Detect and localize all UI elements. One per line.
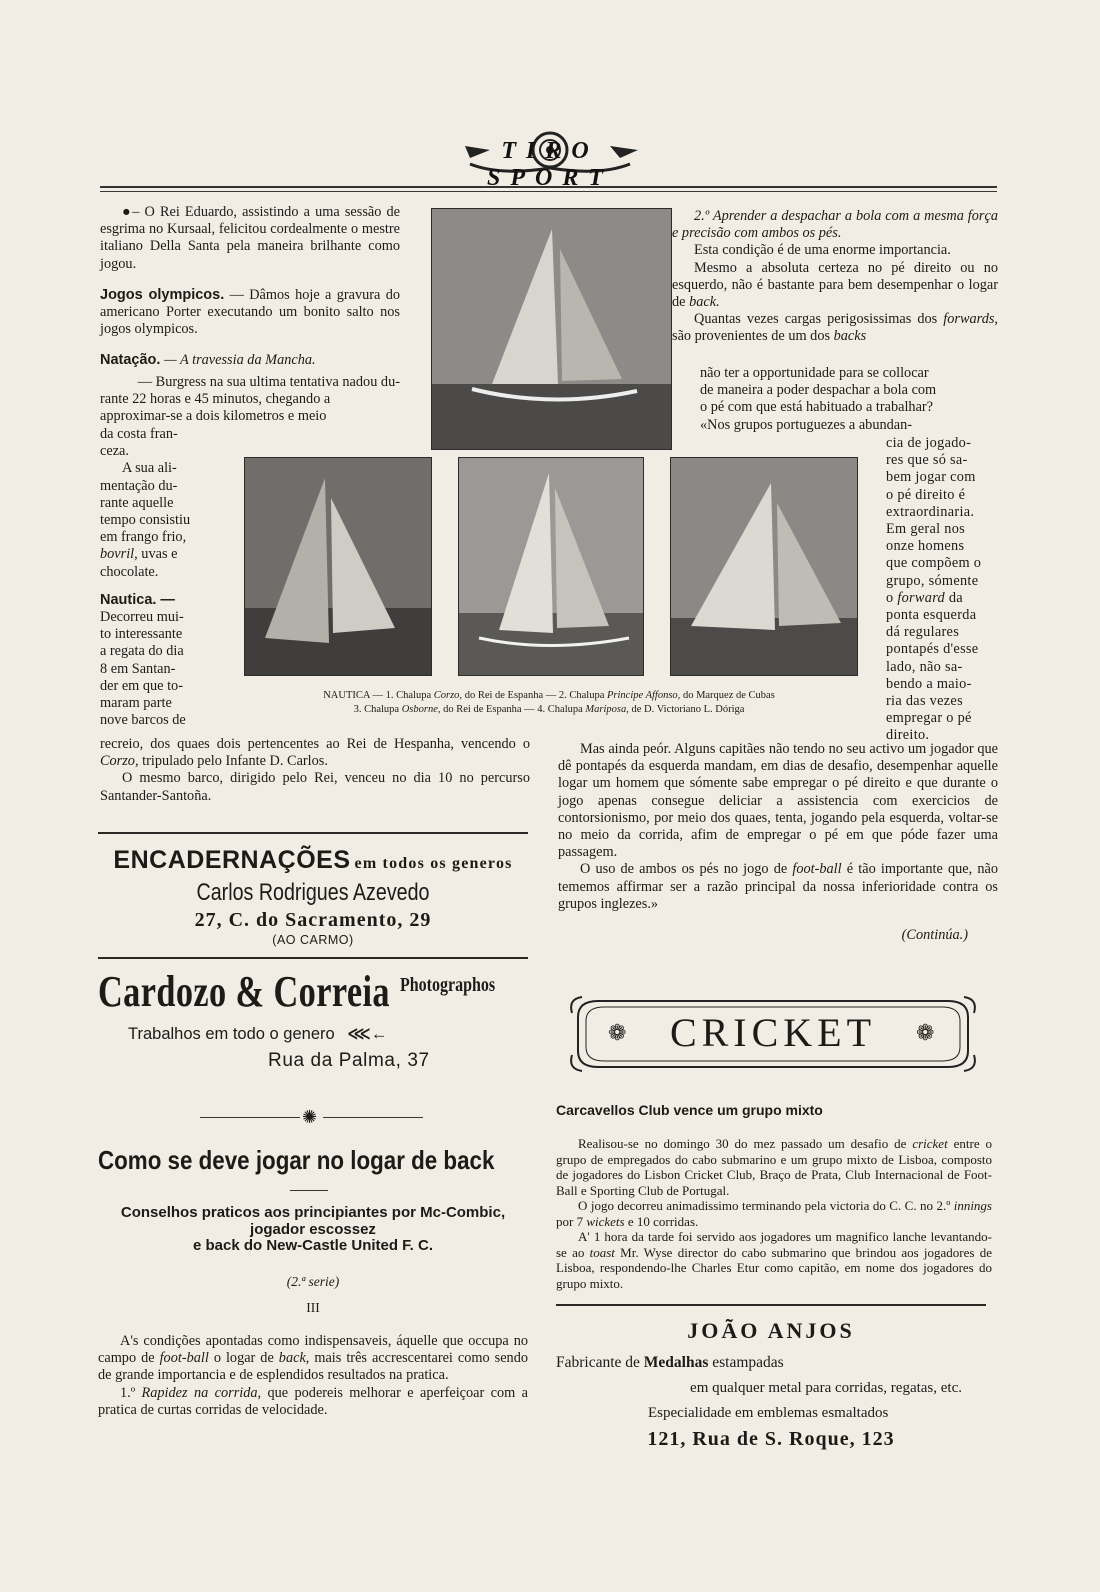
col3-p4-rest: não ter a opportunidade para se collocar de maneira a poder despachar a bola com o pé com que está habituado a trabalhar? «Nos grupos portuguezes a abundan-	[700, 365, 937, 433]
cricket-banner-title: CRICKET	[669, 1010, 877, 1055]
cricket-banner	[568, 993, 978, 1075]
col1-natacao-lines: — Burgress na sua ultima tentativa nadou du- rante 22 horas e 45 minutos, chegando a approximar-se a dois kilometros e meio	[100, 374, 400, 425]
ornament-rule-right	[323, 1117, 423, 1118]
ad3-medals: JOÃO ANJOS Fabricante de Medalhas estampadas em qualquer metal para corridas, regatas, etc. Especialidade em emblemas esmaltados 121, Rua de S. Roque, 123	[556, 1318, 962, 1450]
masthead-title: TIRO SPORT	[486, 138, 613, 191]
col3-narrow: cia de jogado- res que só sa- bem jogar com o pé direito é extraordinaria. Em geral nos onze homens que compõem o grupo, sómente o forward da ponta esquerda dá regulares pontapés d'esse lado, não sa- bendo a maio- ria das vezes empregar o pé direito.	[886, 435, 982, 744]
cricket-headline: Carcavellos Club vence um grupo mixto	[556, 1102, 823, 1118]
article-title: Como se deve jogar no logar de back	[98, 1145, 495, 1175]
masthead-rule	[100, 186, 997, 188]
flower-icon: ❁	[916, 1020, 935, 1045]
ad1-bottom-rule	[98, 957, 528, 959]
article-roman: III	[306, 1300, 320, 1315]
article-serie: (2.ª serie)	[286, 1274, 340, 1289]
col1-top	[100, 204, 400, 370]
ornament-rule-left	[200, 1117, 300, 1118]
col3-top: 2.º Aprender a despachar a bola com a mesma força e precisão com ambos os pés. Esta condição é de uma enorme importancia. Mesmo a absoluta certeza no pé direito ou no esquerdo, não é bastante para bem desempenhar o logar de back. Quantas vezes cargas perigosissimas dos forwards, são provenientes de um dos backs	[672, 208, 998, 345]
photo-yacht-2	[244, 457, 432, 676]
masthead-rule-thin	[100, 191, 997, 192]
ad1-bookbinding: ENCADERNAÇÕES em todos os generos Carlos Rodrigues Azevedo 27, C. do Sacramento, 29 (AO CARMO)	[113, 846, 513, 947]
masthead-logo	[460, 128, 640, 191]
flower-icon: ❁	[608, 1020, 627, 1045]
bullet-icon: ●–	[122, 204, 145, 220]
ornament-star-icon: ✺	[302, 1107, 318, 1127]
paragraph-rei: ●– O Rei Eduardo, assistindo a uma sessão de esgrima no Kursaal, felicitou cordealmente o mestre italiano Della Santa pela maneira brilhante como jogou.	[100, 204, 400, 272]
col1-nautica-cont: recreio, dos quaes dois pertencentes ao Rei de Hespanha, vencendo o Corzo, tripulado pelo Infante D. Carlos. O mesmo barco, dirigido pelo Rei, venceu no dia 10 no percurso Santander-Santoña.	[100, 736, 530, 804]
photo-caption: NAUTICA — 1. Chalupa Corzo, do Rei de Espanha — 2. Chalupa Principe Affonso, do Marquez de Cubas 3. Chalupa Osborne, do Rei de Espanha — 4. Chalupa Mariposa, de D. Victoriano L. Dóriga	[323, 690, 775, 715]
article-title-rule	[290, 1190, 328, 1191]
col3-p1: 2.º Aprender a despachar a bola com a mesma força e precisão com ambos os pés.	[672, 208, 998, 242]
col3-bottom: Mas ainda peór. Alguns capitães não tendo no seu activo um jogador que dê pontapés da esquerda mandam, em dias de desafio, desempenhar aquelle logar um homem que sómente sabe empregar o pé direito e que durante o jogo apenas consegue deliciar a assistencia com exercicios de contorsionismo, por meio dos quaes, tenta, jogando pela esquerda, voltar-se no meio da corrida, afim de empregar o pé em que póde fazer uma passagem. O uso de ambos os pés no jogo de foot-ball é tão importante que, não tememos affirmar ser a razão principal da nossa inferioridade contra os grupos inglezes.» (Continúa.)	[558, 741, 998, 944]
ad3-top-rule	[556, 1304, 986, 1306]
article-body: A's condições apontadas como indispensaveis, áquelle que occupa no campo de foot-ball o logar de back, mais três accrescentarei como sendo de grande importancia e de esplendidos resultados na pratica. 1.º Rapidez na corrida, que podereis melhorar e aperfeiçoar com a pratica de curtas corridas de velocidade.	[98, 1333, 528, 1418]
col1-narrow: da costa fran- ceza. A sua ali- mentação du- rante aquelle tempo consistiu em frango frio, bovril, uvas e chocolate. Nautica. — Decorreu mui- to interessante a regata do dia 8 em Santan- der em que to- maram parte nove barcos de	[100, 426, 191, 729]
photo-yacht-1	[431, 208, 672, 450]
photo-yacht-3	[458, 457, 644, 676]
paragraph-jogos: Jogos olympicos. — Dâmos hoje a gravura do americano Porter executando um bonito salto nos jogos olympicos.	[100, 286, 400, 338]
paragraph-natacao: Natação. — A travessia da Mancha.	[100, 352, 316, 369]
ad1-top-rule	[98, 832, 528, 834]
photo-yacht-4	[670, 457, 858, 676]
article-subtitle: Conselhos praticos aos principiantes por Mc-Combic, jogador escossez e back do New-Castle United F. C.	[120, 1204, 506, 1254]
ad2-photographers: Cardozo & Correia Photographos Trabalhos em todo o genero ⋘← Rua da Palma, 37	[98, 967, 496, 1071]
cricket-body: Realisou-se no domingo 30 do mez passado um desafio de cricket entre o grupo de empregados do cabo submarino e um grupo mixto de Lisboa, composto de jogadores do Lisbon Cricket Club, Braço de Prata, Club Internacional de Foot-Ball e Sporting Club de Portugal. O jogo decorreu animadissimo terminando pela victoria do C. C. no 2.º innings por 7 wickets e 10 corridas. A' 1 hora da tarde foi servido aos jogadores um magnifico lanche levantando-se ao toast Mr. Wyse director do cabo submarino que brindou aos jogadores de Lisboa, respondendo-lhe Charles Etur como capitão, em nome dos jogadores do grupo mixto.	[556, 1136, 993, 1291]
